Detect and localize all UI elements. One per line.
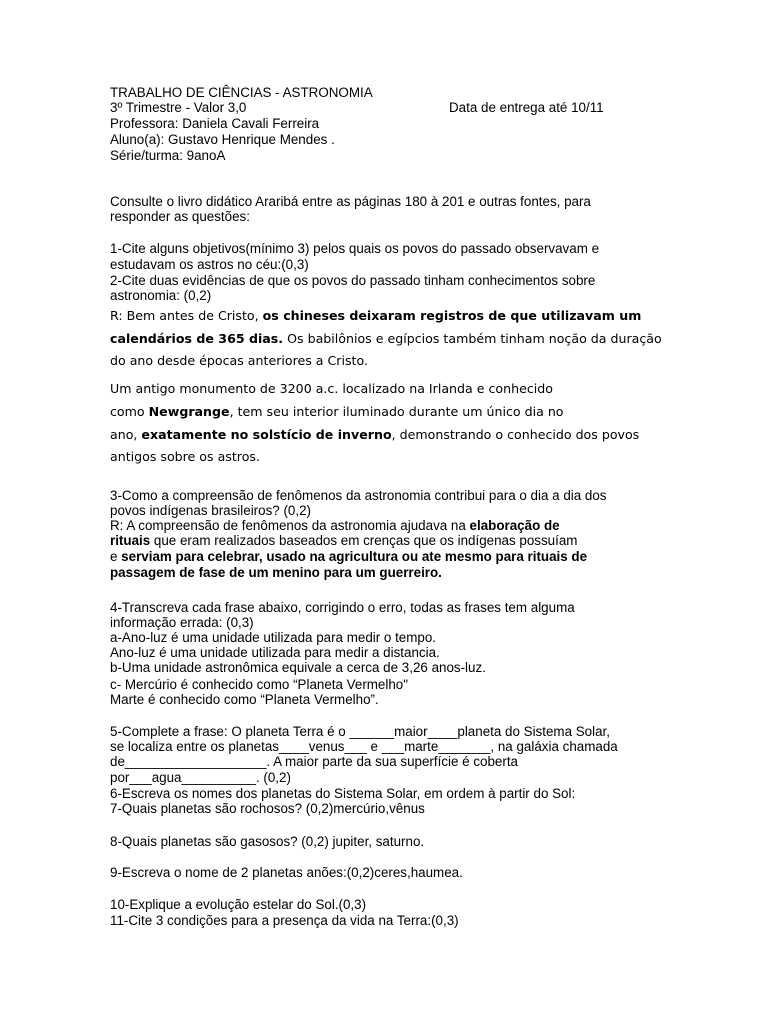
answer-bold-text: exatamente no solstício de inverno xyxy=(141,427,392,442)
teacher-name: Professora: Daniela Cavali Ferreira xyxy=(110,116,320,131)
question-4: 4-Transcreva cada frase abaixo, corrigindo o erro, todas as frases tem alguma xyxy=(110,600,575,615)
answer-text: , tem seu interior iluminado durante um único dia no xyxy=(229,404,564,419)
question-1: 1-Cite alguns objetivos(mínimo 3) pelos quais os povos do passado observavam e xyxy=(110,241,600,256)
answer-2-line xyxy=(110,331,662,346)
question-5: por___agua__________. (0,2) xyxy=(110,770,291,785)
question-5: se localiza entre os planetas____venus___ e ___marte_______, na galáxia chamada xyxy=(110,739,618,754)
question-4-answer: Ano-luz é uma unidade utilizada para medir a distancia. xyxy=(110,645,440,660)
answer-text: R: Bem antes de Cristo, xyxy=(110,308,263,323)
answer-bold-text: rituais xyxy=(110,533,151,548)
answer-2-line xyxy=(110,308,641,323)
question-9: 9-Escreva o nome de 2 planetas anões:(0,2)ceres,haumea. xyxy=(110,865,463,880)
worksheet-title: TRABALHO DE CIÊNCIAS - ASTRONOMIA xyxy=(110,85,373,100)
question-10: 10-Explique a evolução estelar do Sol.(0,3) xyxy=(110,897,367,912)
answer-bold-text: elaboração de xyxy=(469,518,560,533)
answer-2-line: Um antigo monumento de 3200 a.c. localizado na Irlanda e conhecido xyxy=(110,381,553,396)
intro-line: Consulte o livro didático Araribá entre as páginas 180 à 201 e outras fontes, para xyxy=(110,194,591,209)
answer-3-line: passagem de fase de um menino para um guerreiro. xyxy=(110,565,442,580)
answer-2-line xyxy=(110,427,639,442)
question-3: povos indígenas brasileiros? (0,2) xyxy=(110,503,311,518)
answer-3-line xyxy=(110,518,560,533)
answer-2-line xyxy=(110,404,564,419)
answer-bold-text: calendários de 365 dias. xyxy=(110,331,284,346)
due-date: Data de entrega até 10/11 xyxy=(449,100,604,115)
question-4-item: b-Uma unidade astronômica equivale a cerca de 3,26 anos-luz. xyxy=(110,660,486,675)
answer-bold-text: Newgrange xyxy=(148,404,230,419)
question-5: de___________________. A maior parte da sua superfície é coberta xyxy=(110,754,518,769)
trimester-value: 3º Trimestre - Valor 3,0 xyxy=(110,100,247,115)
answer-2-line: do ano desde épocas anteriores a Cristo. xyxy=(110,353,368,368)
answer-text: e xyxy=(110,549,122,564)
question-4-item: a-Ano-luz é uma unidade utilizada para medir o tempo. xyxy=(110,630,437,645)
question-5: 5-Complete a frase: O planeta Terra é o ______maior____planeta do Sistema Solar, xyxy=(110,724,610,739)
student-name: Aluno(a): Gustavo Henrique Mendes . xyxy=(110,132,335,147)
trimester-line xyxy=(110,100,604,115)
answer-text: R: A compreensão de fenômenos da astronomia ajudava na xyxy=(110,518,470,533)
answer-bold-text: serviam para celebrar, usado na agricultura ou ate mesmo para rituais de xyxy=(121,549,588,564)
answer-text: que eram realizados baseados em crenças que os indígenas possuíam xyxy=(150,533,578,548)
answer-text: , demonstrando o conhecido dos povos xyxy=(391,427,640,442)
question-4: informação errada: (0,3) xyxy=(110,615,254,630)
question-11: 11-Cite 3 condições para a presença da vida na Terra:(0,3) xyxy=(110,913,459,928)
answer-3-line xyxy=(110,533,577,548)
question-2: astronomia: (0,2) xyxy=(110,288,212,303)
question-6: 6-Escreva os nomes dos planetas do Sistema Solar, em ordem à partir do Sol: xyxy=(110,786,576,801)
question-3: 3-Como a compreensão de fenômenos da astronomia contribui para o dia a dia dos xyxy=(110,488,607,503)
question-4-answer: Marte é conhecido como “Planeta Vermelho”. xyxy=(110,692,379,707)
question-1: estudavam os astros no céu:(0,3) xyxy=(110,257,309,272)
question-8: 8-Quais planetas são gasosos? (0,2) jupiter, saturno. xyxy=(110,834,425,849)
answer-text: Os babilônios e egípcios também tinham noção da duração xyxy=(283,331,662,346)
answer-2-line: antigos sobre os astros. xyxy=(110,449,260,464)
answer-bold-text: os chineses deixaram registros de que utilizavam um xyxy=(262,308,642,323)
question-7: 7-Quais planetas são rochosos? (0,2)mercúrio,vênus xyxy=(110,801,425,816)
answer-text: ano, xyxy=(110,427,142,442)
answer-text: como xyxy=(110,404,149,419)
question-4-item: c- Mercúrio é conhecido como “Planeta Vermelho" xyxy=(110,677,408,692)
class-grade: Série/turma: 9anoA xyxy=(110,148,226,163)
answer-3-line xyxy=(110,549,587,564)
question-2: 2-Cite duas evidências de que os povos do passado tinham conhecimentos sobre xyxy=(110,273,596,288)
intro-line: responder as questões: xyxy=(110,209,250,224)
